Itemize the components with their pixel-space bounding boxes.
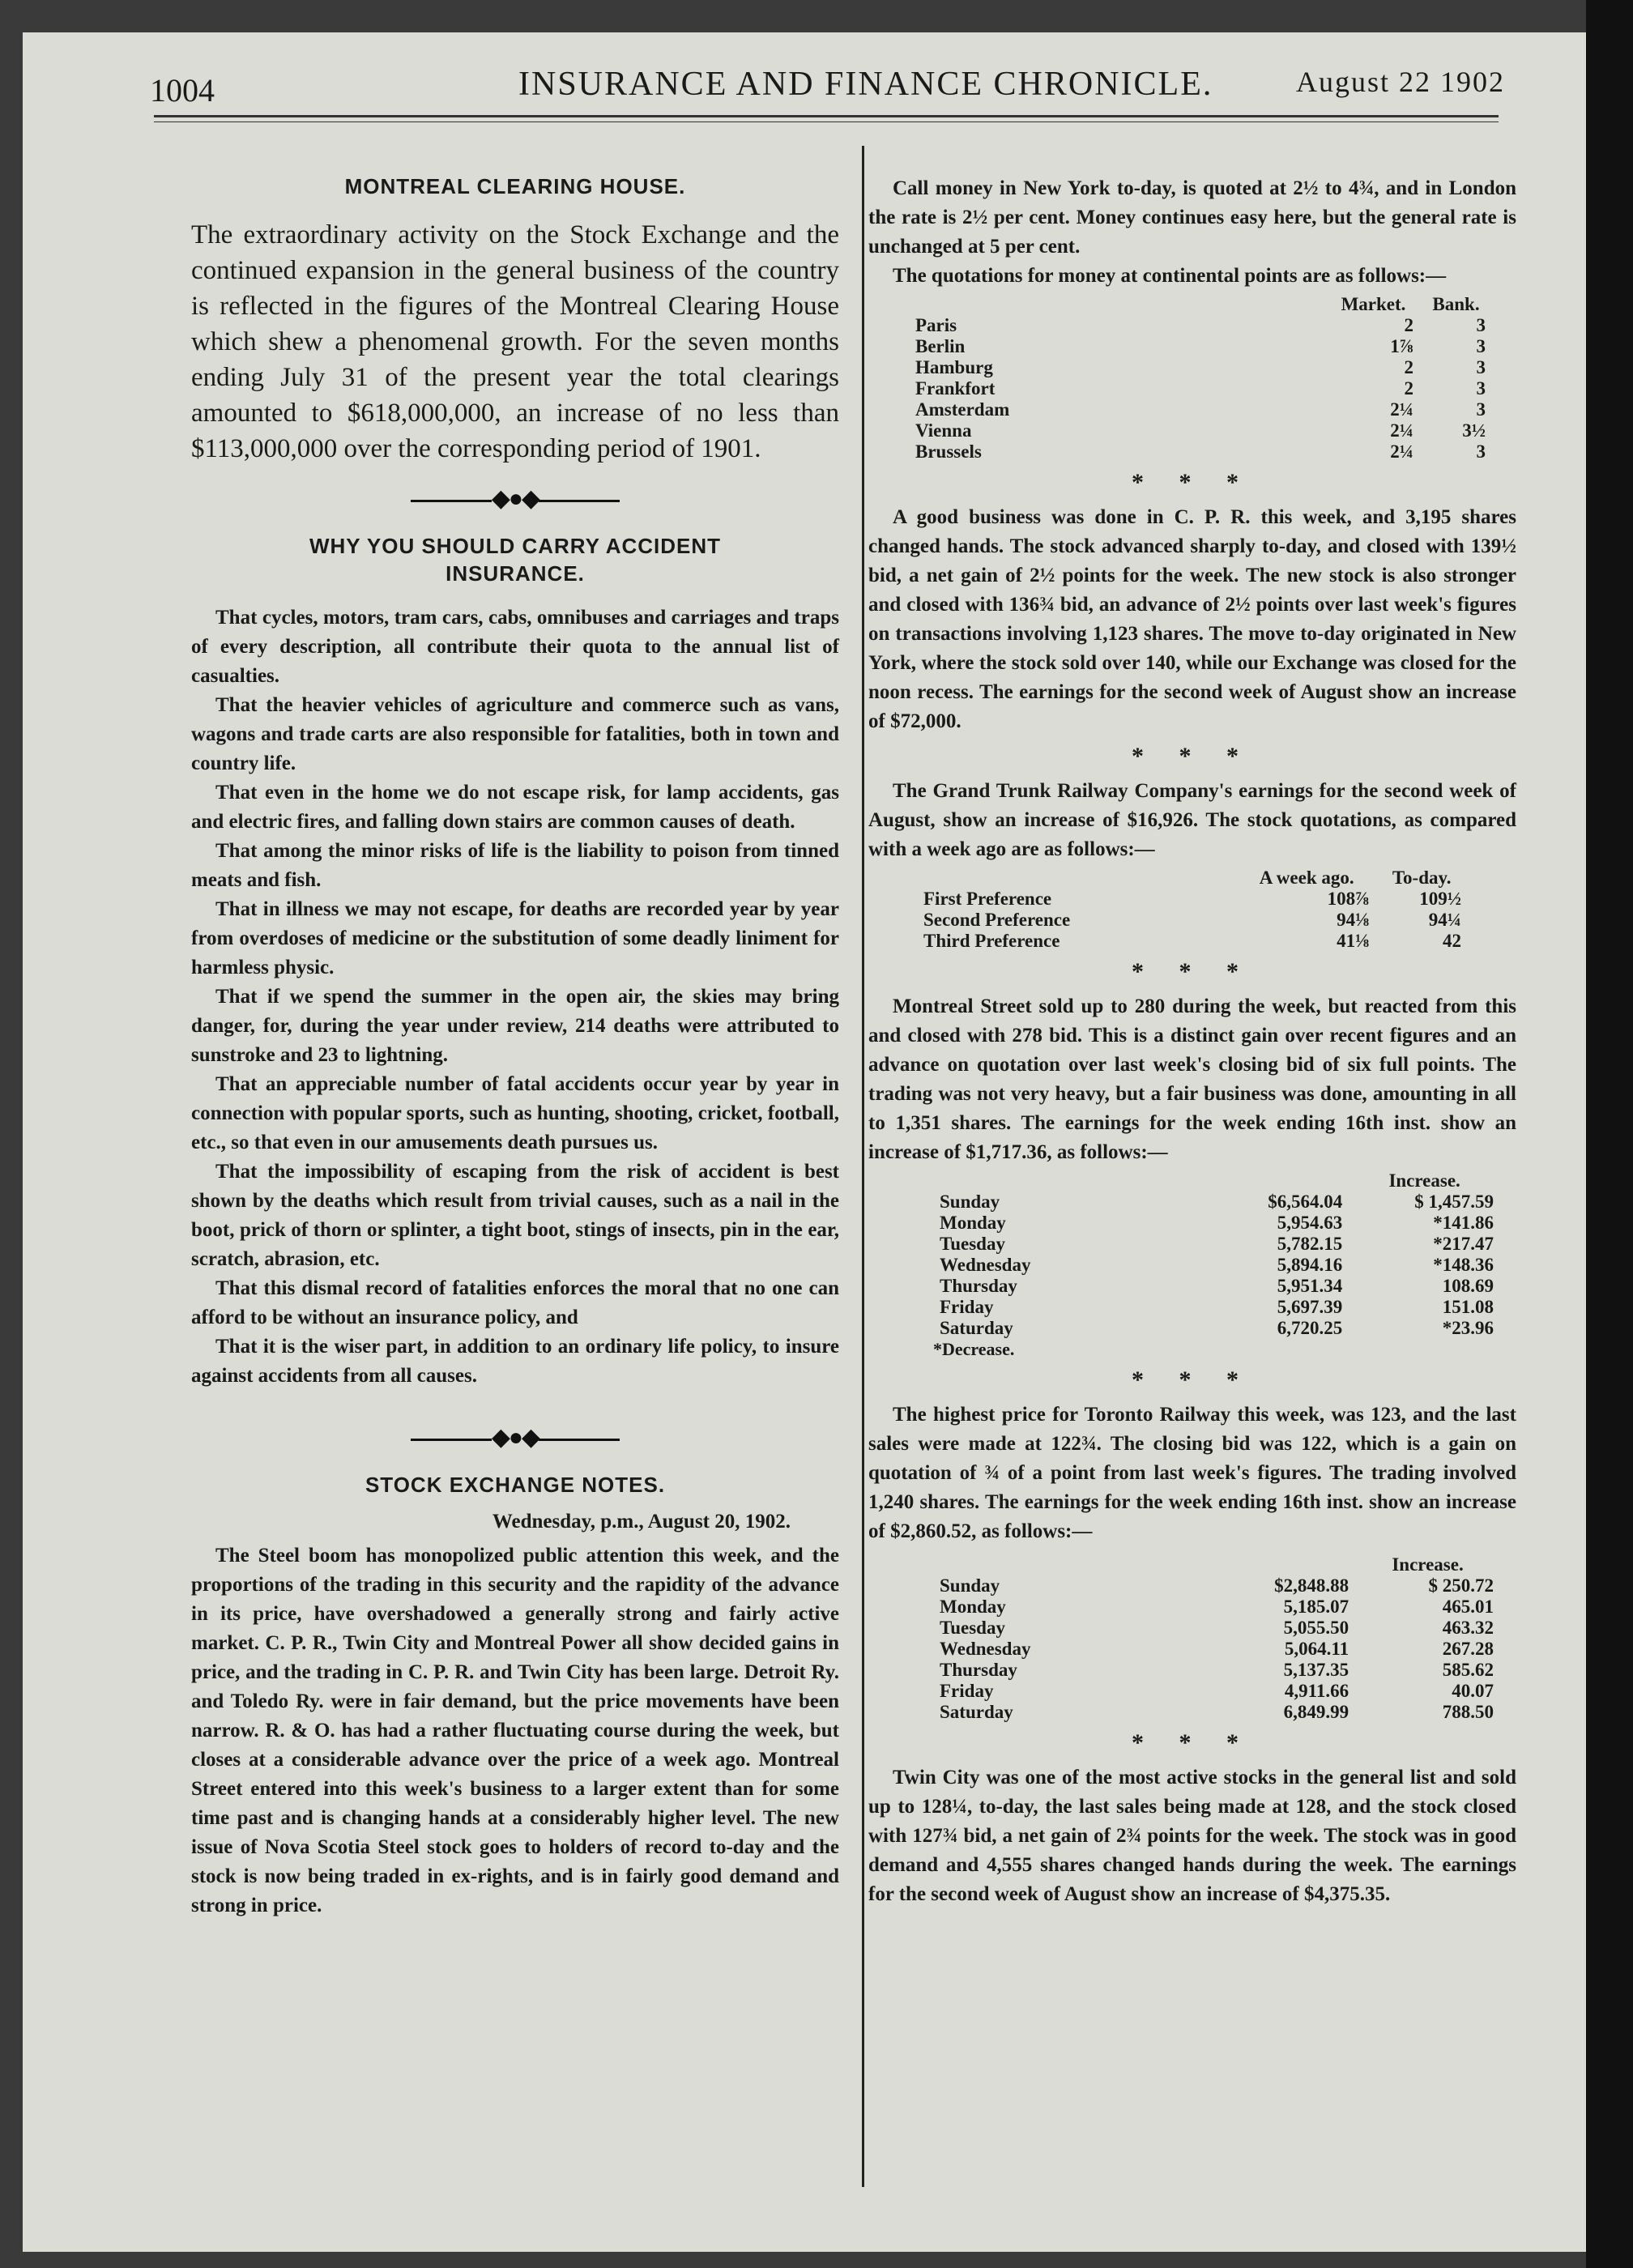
table-row xyxy=(909,399,1492,420)
table-cell: Berlin xyxy=(915,336,966,356)
table-row xyxy=(933,1297,1500,1318)
accident-paragraph: That an appreciable number of fatal accidents occur year by year in connection with popular sports, such as hunting, shooting, cricket, football, etc., so that even in our amusements death pursues us. xyxy=(191,1073,839,1153)
accident-paragraph: That in illness we may not escape, for deaths are recorded year by year from overdoses of medicine or the substitution of some deadly liniment for harmless physic. xyxy=(191,898,839,978)
table-cell: 3 xyxy=(1476,357,1486,377)
table-cell: 5,782.15 xyxy=(1277,1234,1343,1254)
table-cell: 2¼ xyxy=(1390,399,1413,420)
table-cell: Vienna xyxy=(915,420,972,441)
table-cell: $ 1,457.59 xyxy=(1414,1192,1494,1212)
table-cell: 109½ xyxy=(1419,889,1461,909)
accident-insurance-article xyxy=(191,532,839,1391)
montreal-street-earnings-table xyxy=(933,1170,1500,1339)
table-header xyxy=(933,1170,1205,1192)
table-cell: First Preference xyxy=(923,889,1052,909)
accident-paragraph: That the impossibility of escaping from the risk of accident is best shown by the deaths which result from trivial causes, such as a nail in the boot, prick of thorn or splinter, a tight boot, stings of insects, pin in the ear, scratch, abrasion, etc. xyxy=(191,1161,839,1270)
table-cell: 585.62 xyxy=(1442,1660,1494,1680)
table-row xyxy=(909,336,1492,357)
issue-date: August 22 1902 xyxy=(1296,66,1506,98)
table-row xyxy=(933,1681,1500,1702)
table-cell: 463.32 xyxy=(1442,1618,1494,1638)
table-cell: $6,564.04 xyxy=(1268,1192,1343,1212)
table-cell: 108⅞ xyxy=(1327,889,1370,909)
table-row xyxy=(933,1618,1500,1639)
column-divider xyxy=(862,146,864,2187)
clearing-house-text: The extraordinary activity on the Stock Exchange and the continued expansion in the general business of the country is reflected in the figures of the Montreal Clearing House which shew a phenomenal growth. For the seven months ending July 31 of the present year the total clearings amounted to $618,000,000, an increase of no less than $113,000,000 over the corresponding period of 1901. xyxy=(191,220,839,463)
table-cell: *23.96 xyxy=(1442,1318,1494,1338)
table-row xyxy=(933,1660,1500,1681)
table-row xyxy=(909,315,1492,336)
table-cell: 4,911.66 xyxy=(1284,1681,1349,1701)
table-row xyxy=(933,1276,1500,1297)
table-cell: 2 xyxy=(1404,378,1413,399)
table-row xyxy=(933,1192,1500,1213)
table-cell: 40.07 xyxy=(1452,1681,1494,1701)
table-row xyxy=(933,1255,1500,1276)
table-cell: 3 xyxy=(1476,441,1486,462)
cpr-paragraph: A good business was done in C. P. R. this week, and 3,195 shares changed hands. The stock advanced sharply to-day, and closed with 139½ bid, a net gain of 2½ points for the week. The new stock is also stronger and closed with 136¾ bid, an advance of 2½ points over last week's figures on transactions involving 1,123 shares. The move to-day originated in New York, where the stock sold over 140, while our Exchange was closed for the noon recess. The earnings for the second week of August show an increase of $72,000. xyxy=(868,506,1516,732)
table-cell: 5,055.50 xyxy=(1283,1618,1349,1638)
table-header xyxy=(1205,1554,1355,1575)
table-cell: 3 xyxy=(1476,336,1486,356)
table-cell: 2¼ xyxy=(1390,420,1413,441)
table-cell: Third Preference xyxy=(923,931,1060,951)
stock-heading: STOCK EXCHANGE NOTES. xyxy=(365,1473,666,1497)
table-header xyxy=(909,294,1327,315)
table-row xyxy=(933,1575,1500,1597)
table-cell: Monday xyxy=(940,1213,1006,1233)
table-cell: 3 xyxy=(1476,315,1486,335)
table-row xyxy=(909,420,1492,441)
clearing-house-article xyxy=(191,174,839,467)
accident-heading: WHY YOU SHOULD CARRY ACCIDENT INSURANCE. xyxy=(309,534,722,586)
money-paragraph: The quotations for money at continental points are as follows:— xyxy=(893,265,1447,287)
section-separator: * * * xyxy=(1132,1366,1253,1393)
table-cell: Brussels xyxy=(915,441,982,462)
table-row xyxy=(933,1597,1500,1618)
accident-paragraph: That if we spend the summer in the open air, the skies may bring danger, for, during the year under review, 214 deaths were attributed to sunstroke and 23 to lightning. xyxy=(191,986,839,1066)
table-row xyxy=(917,910,1468,931)
table-cell: 2 xyxy=(1404,315,1413,335)
table-cell: Tuesday xyxy=(940,1234,1005,1254)
table-cell: Monday xyxy=(940,1597,1006,1617)
table-row xyxy=(933,1318,1500,1339)
table-cell: 5,185.07 xyxy=(1283,1597,1349,1617)
table-cell: Thursday xyxy=(940,1660,1017,1680)
table-cell: 267.28 xyxy=(1442,1639,1494,1659)
table-cell: $2,848.88 xyxy=(1274,1575,1349,1596)
table-row xyxy=(933,1639,1500,1660)
table-row xyxy=(933,1213,1500,1234)
decrease-note: *Decrease. xyxy=(933,1339,1015,1359)
twin-city-paragraph: Twin City was one of the most active stocks in the general list and sold up to 128¼, to-day, the last sales being made at 128, and the stock closed with 127¾ bid, a net gain of 2¾ points for the week. The stock was in good demand and 4,555 shares changed hands during the week. The earnings for the second week of August show an increase of $4,375.35. xyxy=(868,1767,1516,1905)
table-cell: Frankfort xyxy=(915,378,996,399)
table-cell: Tuesday xyxy=(940,1618,1005,1638)
toronto-railway-paragraph: The highest price for Toronto Railway this week, was 123, and the last sales were made at 122¾. The closing bid was 122, which is a gain on quotation of ¾ of a point from last week's figures. The trading involved 1,240 shares. The earnings for the week ending 16th inst. show an increase of $2,860.52, as follows:— xyxy=(868,1404,1516,1542)
table-cell: 151.08 xyxy=(1442,1297,1494,1317)
table-cell: *141.86 xyxy=(1433,1213,1494,1233)
accident-paragraph: That the heavier vehicles of agriculture and commerce such as vans, wagons and trade carts are also responsible for fatalities, both in town and country life. xyxy=(191,694,839,774)
table-cell: *217.47 xyxy=(1433,1234,1494,1254)
page-edge-shadow xyxy=(1586,0,1633,2268)
table-header: To-day. xyxy=(1392,868,1452,888)
money-rates-table xyxy=(909,294,1492,463)
table-cell: 5,894.16 xyxy=(1277,1255,1343,1275)
table-cell: 3 xyxy=(1476,399,1486,420)
toronto-earnings-table xyxy=(933,1554,1500,1723)
table-header: Increase. xyxy=(1388,1170,1460,1191)
accident-paragraph: That cycles, motors, tram cars, cabs, omnibuses and carriages and traps of every description, all contribute their quota to the annual list of casualties. xyxy=(191,607,839,687)
table-cell: 108.69 xyxy=(1442,1276,1494,1296)
table-cell: Amsterdam xyxy=(915,399,1010,420)
table-cell: 6,720.25 xyxy=(1277,1318,1343,1338)
accident-paragraph: That among the minor risks of life is the liability to poison from tinned meats and fish. xyxy=(191,840,839,891)
table-cell: 3½ xyxy=(1462,420,1486,441)
accident-paragraph: That it is the wiser part, in addition to an ordinary life policy, to insure against accidents from all causes. xyxy=(191,1336,839,1387)
stock-text: The Steel boom has monopolized public attention this week, and the proportions of the trading in this security and the rapidity of the advance in its price, have overshadowed a generally strong and fairly active market. C. P. R., Twin City and Montreal Power all show decided gains in price, and the trading in C. P. R. and Twin City has been large. Detroit Ry. and Toledo Ry. were in fair demand, but the price movements have been narrow. R. & O. has had a rather fluctuating course during the week, but closes at a considerable advance over the price of a week ago. Montreal Street entered into this week's business to a larger extent than for some time past and is changing hands at a considerably higher level. The new issue of Nova Scotia Steel stock goes to holders of record to-day and the stock is now being traded in ex-rights, and is in fairly good demand and strong in price. xyxy=(191,1545,839,1916)
table-cell: Thursday xyxy=(940,1276,1017,1296)
grand-trunk-table xyxy=(917,868,1468,952)
grand-trunk-paragraph: The Grand Trunk Railway Company's earnings for the second week of August, show an increase of $16,926. The stock quotations, as compared with a week ago are as follows:— xyxy=(868,780,1516,860)
table-cell: 5,064.11 xyxy=(1284,1639,1349,1659)
left-column xyxy=(191,174,839,1921)
section-separator: * * * xyxy=(1132,958,1253,985)
table-cell: Sunday xyxy=(940,1575,1000,1596)
header-rule xyxy=(154,115,1499,117)
table-cell: Saturday xyxy=(940,1702,1013,1722)
accident-paragraph: That this dismal record of fatalities enforces the moral that no one can afford to be without an insurance policy, and xyxy=(191,1277,839,1328)
table-cell: 3 xyxy=(1476,378,1486,399)
table-cell: 41⅛ xyxy=(1337,931,1370,951)
table-cell: 5,954.63 xyxy=(1277,1213,1343,1233)
accident-paragraph: That even in the home we do not escape risk, for lamp accidents, gas and electric fires, and falling down stairs are common causes of death. xyxy=(191,782,839,833)
right-column xyxy=(868,174,1516,1909)
table-cell: Wednesday xyxy=(940,1255,1031,1275)
table-header: Market. xyxy=(1341,294,1406,314)
table-header: Bank. xyxy=(1432,294,1480,314)
montreal-street-paragraph: Montreal Street sold up to 280 during the week, but reacted from this and closed with 278 bid. This is a distinct gain over recent figures and an advance on quotation over last week's closing bid of six full points. The trading was not very heavy, but a fair business was done, amounting in all to 1,351 shares. The earnings for the week ending 16th inst. show an increase of $1,717.36, as follows:— xyxy=(868,995,1516,1163)
table-cell: Hamburg xyxy=(915,357,993,377)
table-cell: 2 xyxy=(1404,357,1413,377)
table-header xyxy=(933,1554,1205,1575)
table-row xyxy=(909,441,1492,463)
table-cell: 94¼ xyxy=(1428,910,1461,930)
table-cell: Wednesday xyxy=(940,1639,1031,1659)
table-cell: Saturday xyxy=(940,1318,1013,1338)
ornament-divider: ◆●◆ xyxy=(191,484,839,513)
page-number: 1004 xyxy=(150,72,215,109)
ornament-divider: ◆●◆ xyxy=(191,1423,839,1452)
table-cell: 5,951.34 xyxy=(1277,1276,1343,1296)
table-row xyxy=(917,931,1468,952)
table-header xyxy=(917,868,1238,889)
money-paragraph: Call money in New York to-day, is quoted at 2½ to 4¾, and in London the rate is 2½ per cent. Money continues easy here, but the general rate is unchanged at 5 per cent. xyxy=(868,177,1516,258)
table-row xyxy=(933,1702,1500,1723)
stock-dateline: Wednesday, p.m., August 20, 1902. xyxy=(492,1511,791,1533)
table-cell: 5,697.39 xyxy=(1277,1297,1343,1317)
section-separator: * * * xyxy=(1132,1729,1253,1756)
table-cell: Sunday xyxy=(940,1192,1000,1212)
table-cell: Second Preference xyxy=(923,910,1071,930)
table-cell: Friday xyxy=(940,1681,994,1701)
table-cell: Paris xyxy=(915,315,957,335)
table-cell: 5,137.35 xyxy=(1283,1660,1349,1680)
table-row xyxy=(909,357,1492,378)
table-cell: 6,849.99 xyxy=(1283,1702,1349,1722)
table-cell: Friday xyxy=(940,1297,994,1317)
table-cell: 2¼ xyxy=(1390,441,1413,462)
table-row xyxy=(933,1234,1500,1255)
table-header: A week ago. xyxy=(1259,868,1354,888)
table-cell: $ 250.72 xyxy=(1428,1575,1494,1596)
table-cell: 42 xyxy=(1443,931,1461,951)
clearing-house-heading: MONTREAL CLEARING HOUSE. xyxy=(344,174,686,198)
stock-exchange-article xyxy=(191,1473,839,1921)
table-cell: 94⅛ xyxy=(1337,910,1370,930)
section-separator: * * * xyxy=(1132,743,1253,770)
table-row xyxy=(909,378,1492,399)
table-row xyxy=(917,889,1468,910)
section-separator: * * * xyxy=(1132,469,1253,496)
publication-title: INSURANCE AND FINANCE CHRONICLE. xyxy=(518,66,1213,103)
table-cell: 465.01 xyxy=(1442,1597,1494,1617)
table-cell: 1⅞ xyxy=(1390,336,1413,356)
table-header xyxy=(1205,1170,1349,1192)
table-cell: 788.50 xyxy=(1442,1702,1494,1722)
table-cell: *148.36 xyxy=(1433,1255,1494,1275)
table-header: Increase. xyxy=(1392,1554,1464,1575)
